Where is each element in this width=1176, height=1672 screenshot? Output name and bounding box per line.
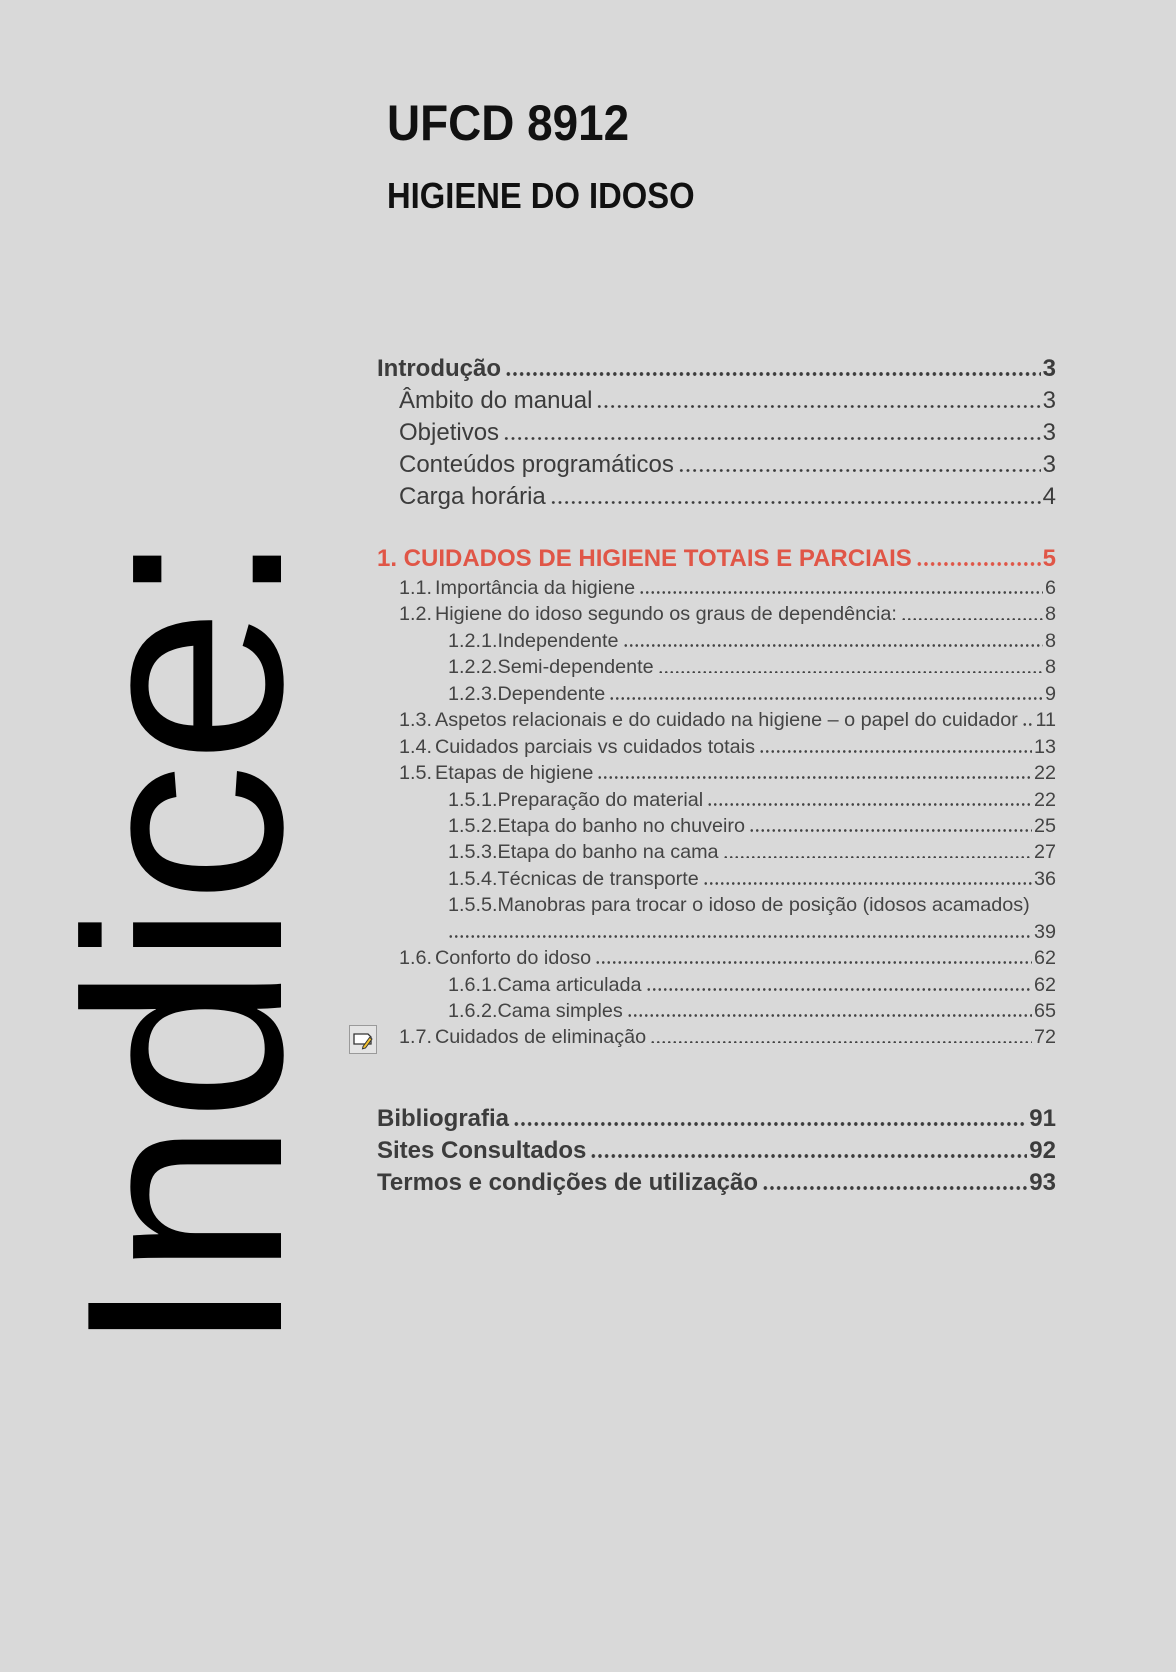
toc-entry-page: 6	[1044, 577, 1056, 599]
toc-entry[interactable]	[377, 734, 1056, 760]
dot-leader	[503, 437, 1041, 440]
toc-entry-page: 27	[1033, 841, 1056, 864]
toc-entry[interactable]	[377, 481, 1056, 513]
toc-chapter-heading[interactable]	[377, 543, 1056, 575]
toc-entry[interactable]	[377, 707, 1056, 733]
toc-entry-number: 1.4.	[399, 735, 432, 758]
toc-entry-line	[377, 919, 1056, 945]
toc-entry-number: 1.1.	[399, 577, 432, 599]
toc-entry-number: 1.2.	[399, 603, 432, 626]
toc-entry-page: 91	[1029, 1105, 1056, 1132]
toc-entry-page: 9	[1044, 682, 1056, 705]
toc-entry[interactable]	[377, 813, 1056, 839]
toc-entry-label: Conforto do idoso	[435, 947, 592, 970]
toc-entry-page: 8	[1044, 603, 1056, 626]
dot-leader	[749, 829, 1032, 832]
toc-entry-page: 8	[1044, 629, 1056, 652]
dot-leader	[1022, 723, 1034, 726]
toc-entry[interactable]	[377, 998, 1056, 1024]
dot-leader	[597, 776, 1032, 779]
toc-entry[interactable]	[377, 654, 1056, 680]
dot-leader	[901, 618, 1043, 621]
toc-entry-label: Técnicas de transporte	[497, 867, 699, 890]
index-heading: Indice:	[29, 530, 341, 1355]
toc-entry[interactable]	[377, 839, 1056, 865]
toc-entry-line	[377, 892, 1056, 918]
dot-leader	[678, 469, 1041, 472]
toc-entry-page: 3	[1042, 419, 1056, 446]
toc-entry-number: 1.5.5.	[448, 894, 498, 917]
document-subtitle: HIGIENE DO IDOSO	[387, 175, 695, 216]
toc-entry[interactable]	[377, 385, 1056, 417]
toc-entry-page: 93	[1029, 1169, 1056, 1196]
toc-entry-number: 1.5.3.	[448, 841, 498, 864]
dot-leader	[609, 697, 1043, 700]
toc-entry-label: 1. CUIDADOS DE HIGIENE TOTAIS E PARCIAIS	[377, 545, 912, 572]
toc-entry-page: 92	[1029, 1137, 1056, 1164]
toc-entry-sites[interactable]	[377, 1135, 1056, 1167]
dot-leader	[505, 372, 1041, 376]
toc-entry-number: 1.6.1.	[448, 973, 498, 996]
dot-leader	[596, 405, 1040, 408]
toc-entry-page: 13	[1033, 735, 1056, 758]
toc-entry-label: Dependente	[497, 682, 606, 705]
toc-entry-label: Etapa do banho no chuveiro	[497, 814, 745, 837]
toc-entry-page: 36	[1033, 867, 1056, 890]
toc-entry-label: Semi-dependente	[497, 656, 654, 679]
toc-entry-page: 3	[1042, 355, 1056, 382]
toc-entry-terms[interactable]	[377, 1167, 1056, 1199]
toc-entry[interactable]	[377, 628, 1056, 654]
toc-entry-number: 1.5.4.	[448, 867, 498, 890]
toc-entry[interactable]	[377, 760, 1056, 786]
dot-leader	[646, 988, 1032, 991]
toc-entry-label: Higiene do idoso segundo os graus de dependência:	[435, 603, 897, 626]
toc-entry-label: Aspetos relacionais e do cuidado na higiene – o papel do cuidador	[435, 709, 1018, 732]
toc-entry-number: 1.5.	[399, 762, 432, 785]
toc-entry-label: Cuidados parciais vs cuidados totais	[435, 735, 755, 758]
toc-entry-page: 22	[1033, 788, 1056, 811]
toc-entry-wrapped[interactable]	[377, 892, 1056, 945]
dot-leader	[595, 961, 1032, 964]
toc-entry[interactable]	[377, 972, 1056, 998]
toc-entry-label: Introdução	[377, 355, 501, 382]
dot-leader	[513, 1122, 1027, 1126]
toc-entry-page: 25	[1033, 814, 1056, 837]
document-title: UFCD 8912	[387, 95, 630, 151]
dot-leader	[627, 1014, 1032, 1017]
toc-entry-page: 3	[1042, 451, 1056, 478]
toc-entry-number: 1.6.2.	[448, 1000, 498, 1022]
toc-entry-label: Conteúdos programáticos	[399, 451, 674, 478]
toc-entry[interactable]	[377, 866, 1056, 892]
toc-entry[interactable]	[377, 449, 1056, 481]
toc-entry-label: Cama articulada	[497, 973, 642, 996]
toc-entry-label: Bibliografia	[377, 1105, 510, 1132]
toc-entry-label: Cama simples	[497, 1000, 623, 1022]
comment-marker-icon[interactable]	[349, 1025, 377, 1054]
toc-entry-number: 1.5.2.	[448, 814, 498, 837]
toc-entry[interactable]	[377, 417, 1056, 449]
toc-entry-bibliography[interactable]	[377, 1103, 1056, 1135]
toc-entry[interactable]	[377, 1024, 1056, 1050]
toc-entry-number: 1.7.	[399, 1026, 432, 1049]
toc-entry-number: 1.2.3.	[448, 682, 498, 705]
toc-entry-page: 8	[1044, 656, 1056, 679]
toc-entry-page: 3	[1042, 387, 1056, 414]
toc-entry-number: 1.5.1.	[448, 788, 498, 811]
dot-leader	[658, 671, 1043, 674]
toc-entry-introduction[interactable]	[377, 353, 1056, 385]
toc-entry-page: 72	[1033, 1026, 1056, 1049]
toc-entry-label: Cuidados de eliminação	[435, 1026, 647, 1049]
dot-leader	[723, 856, 1032, 859]
toc-entry-label: Sites Consultados	[377, 1137, 587, 1164]
toc-entry-number: 1.2.2.	[448, 656, 498, 679]
dot-leader	[639, 591, 1043, 594]
toc-entry-number: 1.2.1.	[448, 629, 498, 652]
toc-entry-page: 5	[1042, 545, 1056, 572]
toc-entry-label: Objetivos	[399, 419, 500, 446]
toc-entry-page: 4	[1042, 483, 1056, 510]
dot-leader	[448, 935, 1032, 938]
dot-leader	[916, 562, 1041, 566]
toc-entry-page: 65	[1033, 1000, 1056, 1022]
toc-entry[interactable]	[377, 575, 1056, 601]
dot-leader	[703, 882, 1032, 885]
toc-intro-group	[377, 353, 1056, 513]
toc-entry-label: Âmbito do manual	[399, 387, 593, 414]
toc-entry-label: Termos e condições de utilização	[377, 1169, 758, 1196]
toc-entry[interactable]	[377, 681, 1056, 707]
toc-entry-page: 62	[1033, 947, 1056, 970]
dot-leader	[707, 803, 1032, 806]
toc-entry-number: 1.6.	[399, 947, 432, 970]
toc-entry-page: 39	[1033, 920, 1056, 943]
toc-entry-page: 11	[1035, 709, 1056, 732]
toc-chapter-group	[377, 543, 1056, 1051]
toc-entry-label: Etapas de higiene	[435, 762, 594, 785]
dot-leader	[623, 644, 1043, 647]
toc-entry-page: 62	[1033, 973, 1056, 996]
toc-closing-group	[377, 1103, 1056, 1199]
toc-entry-label: Etapa do banho na cama	[497, 841, 719, 864]
dot-leader	[762, 1186, 1027, 1190]
toc-entry[interactable]	[377, 601, 1056, 627]
toc-entry-label: Preparação do material	[497, 788, 704, 811]
toc-entry-number: 1.3.	[399, 709, 432, 732]
toc-entry-page: 22	[1033, 762, 1056, 785]
toc-entry-label: Importância da higiene	[435, 577, 636, 599]
toc-entry-label: Carga horária	[399, 483, 546, 510]
dot-leader	[590, 1154, 1027, 1158]
dot-leader	[759, 750, 1032, 753]
toc-entry[interactable]	[377, 945, 1056, 971]
dot-leader	[550, 501, 1041, 504]
toc-entry-label: Independente	[497, 629, 619, 652]
toc-entry-label: Manobras para trocar o idoso de posição (idosos acamados)	[497, 894, 1030, 917]
toc-entry[interactable]	[377, 787, 1056, 813]
dot-leader	[650, 1041, 1032, 1044]
